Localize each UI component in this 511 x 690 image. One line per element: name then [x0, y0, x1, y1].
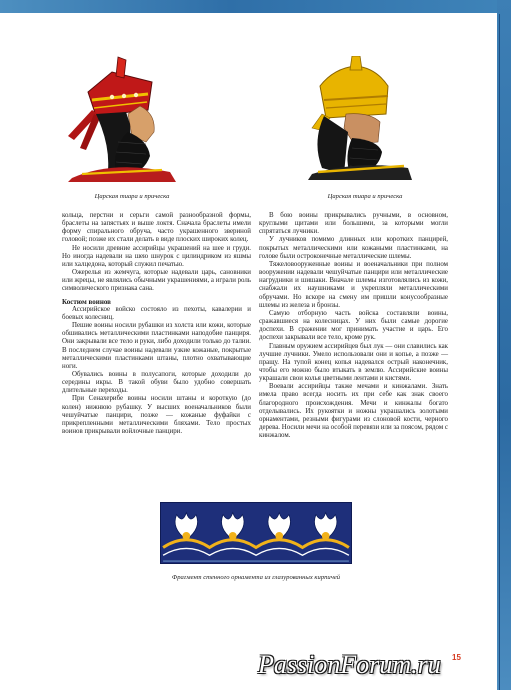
paragraph: В бою воины прикрывались ручными, в основном, круглыми щитами или большими, за которыми могли спрятаться лучники.	[259, 212, 448, 236]
band-line	[499, 14, 500, 690]
watermark: PassionForum.ru	[258, 650, 441, 679]
frieze-caption: Фрагмент стенного орнамента из глазурованных кирпичей	[171, 574, 341, 581]
king-portrait-red-tiara	[52, 52, 192, 182]
section-heading: Костюм воинов	[62, 297, 111, 306]
paragraph: Тяжеловооруженные воины и военачальники при полном вооружении надевали чешуйчатые панцири или металлические нагрудники и шишаки. Вначале шлемы изготовлялись из кожи, снабжали их наушниками и укрепляли металлическими обручами. Но вскоре на смену им пришли конусообразные шлемы из железа и бронзы.	[259, 260, 448, 309]
paragraph: Обувались воины в полусапоги, которые доходили до середины икры. В такой обуви было удобно совершать длительные переходы.	[62, 370, 251, 395]
king-portrait-gold-tiara	[298, 56, 428, 180]
page-number: 15	[452, 653, 461, 662]
paragraph: кольца, перстни и серьги самой разнообразной формы, браслеты на запястьях и выше локтя. Сначала браслеты имели форму спирального обруча, часто украшенного звериной головой; позже их стали делать в виде плоских широких колец.	[62, 212, 251, 244]
paragraph: Ассирийское войско состояло из пехоты, кавалерии и боевых колесниц.	[62, 305, 251, 321]
paragraph: При Сенахерибе воины носили штаны и короткую (до колен) нижнюю рубашку. У высших военачальников были чешуйчатые панцири, позже — кожаные фуфайки с прикрепленными металлическими бляхами. Тело простых воинов прикрывали войлочные панцири.	[62, 395, 251, 436]
paragraph: У лучников помимо длинных или коротких панцирей, покрытых металлическими или кожаными пластинками, на голове были остроконечные металлические шлемы.	[259, 236, 448, 260]
paragraph: Главным оружием ассирийцев был лук — они славились как лучшие лучники. Умело использовали они и копье, а позже — пращу. На тупой конец копья надевался острый наконечник, чтобы его можно было втыкать в землю. Ассирийские воины украшали свои колья цветными лентами и кистями.	[259, 342, 448, 383]
right-text-column	[259, 212, 448, 440]
paragraph: Не носили древние ассирийцы украшений на шее и груди. Но иногда надевали на шею шнурок с цилиндриком из яшмы или халцедона, который служил печатью.	[62, 244, 251, 268]
right-portrait-caption: Царская тиара и прическа	[327, 193, 403, 200]
paragraph: Самую отборную часть войска составляли воины, сражавшиеся на колесницах. У них были самые дорогие доспехи. В сражении мог принимать участие и царь. Его доспехи закрывали все тело, кроме рук.	[259, 309, 448, 342]
paragraph: Ожерелья из жемчуга, которые надевали царь, сановники или жрецы, не являлись обычными украшениями, а играли роль символического признака сана.	[62, 269, 251, 293]
top-decorative-band	[0, 0, 511, 13]
glazed-brick-ornament	[160, 502, 352, 564]
paragraph: Воевали ассирийцы также мечами и кинжалами. Знать имела право всегда носить их при себе как знак своего благородного происхождения. Мечи и кинжалы богато отделывались. Их рукоятки и ножны украшались золотыми орнаментами, резными фигурами из слоновой кости, черного дерева. Носили мечи на особой перевязи или за поясом, рядом с кинжалом.	[259, 383, 448, 440]
right-decorative-band	[497, 0, 511, 690]
left-text-column	[62, 212, 251, 436]
left-portrait-caption: Царская тиара и прическа	[94, 193, 170, 200]
paragraph: Пешие воины носили рубашки из холста или кожи, которые обшивались металлическими пластинками наподобие панциря. Они закрывали все тело и руки, либо доходили только до талии. В последнем случае воины надевали узкие кожаные, покрытые металлическими пластинками штаны, плотно охватывающие ноги.	[62, 322, 251, 370]
